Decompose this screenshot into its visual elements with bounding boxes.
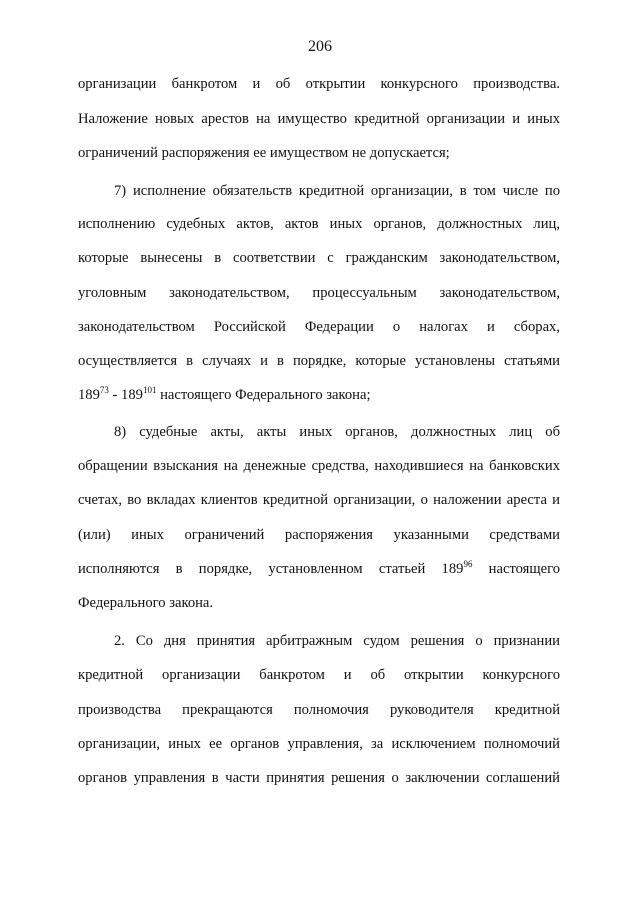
text-fragment: исполняются в порядке, установленном статьей 189 <box>78 561 464 577</box>
text-line-with-superscripts <box>78 559 560 579</box>
article-ref: - 189 <box>108 387 143 403</box>
text-line: уголовным законодательством, процессуальным законодательством, <box>78 285 560 301</box>
text-line: (или) иных ограничений распоряжения указанными средствами <box>78 527 560 543</box>
page-number: 206 <box>308 38 332 55</box>
text-line: Федерального закона. <box>78 595 214 611</box>
text-line: которые вынесены в соответствии с гражданским законодательством, <box>78 250 560 266</box>
article-ref: 189 <box>78 387 100 403</box>
text-line: организации банкротом и об открытии конкурсного производства. <box>78 76 560 92</box>
text-line: исполнению судебных актов, актов иных органов, должностных лиц, <box>78 216 560 232</box>
text-line: обращении взыскания на денежные средства, находившиеся на банковских <box>78 458 560 474</box>
text-line-with-superscripts <box>78 385 560 405</box>
text-line: 7) исполнение обязательств кредитной организации, в том числе по <box>114 183 560 199</box>
text-line: осуществляется в случаях и в порядке, которые установлены статьями <box>78 353 560 369</box>
superscript: 73 <box>99 385 109 395</box>
text-line: кредитной организации банкротом и об открытии конкурсного <box>78 667 560 683</box>
superscript: 101 <box>142 385 157 395</box>
text-line: организации, иных ее органов управления, за исключением полномочий <box>78 736 560 752</box>
text-line: производства прекращаются полномочия руководителя кредитной <box>78 702 560 718</box>
text-line: ограничений распоряжения ее имуществом не допускается; <box>78 145 450 161</box>
superscript: 96 <box>463 559 473 569</box>
text-line: органов управления в части принятия решения о заключении соглашений <box>78 770 560 786</box>
text-line: счетах, во вкладах клиентов кредитной организации, о наложении ареста и <box>78 492 560 508</box>
text-line: 2. Со дня принятия арбитражным судом решения о признании <box>114 633 560 649</box>
text-line: Наложение новых арестов на имущество кредитной организации и иных <box>78 111 560 127</box>
text-fragment: настоящего <box>472 561 560 577</box>
text-line: 8) судебные акты, акты иных органов, должностных лиц об <box>114 424 560 440</box>
text-line: законодательством Российской Федерации о налогах и сборах, <box>78 319 560 335</box>
text-fragment: настоящего Федерального закона; <box>156 387 371 403</box>
